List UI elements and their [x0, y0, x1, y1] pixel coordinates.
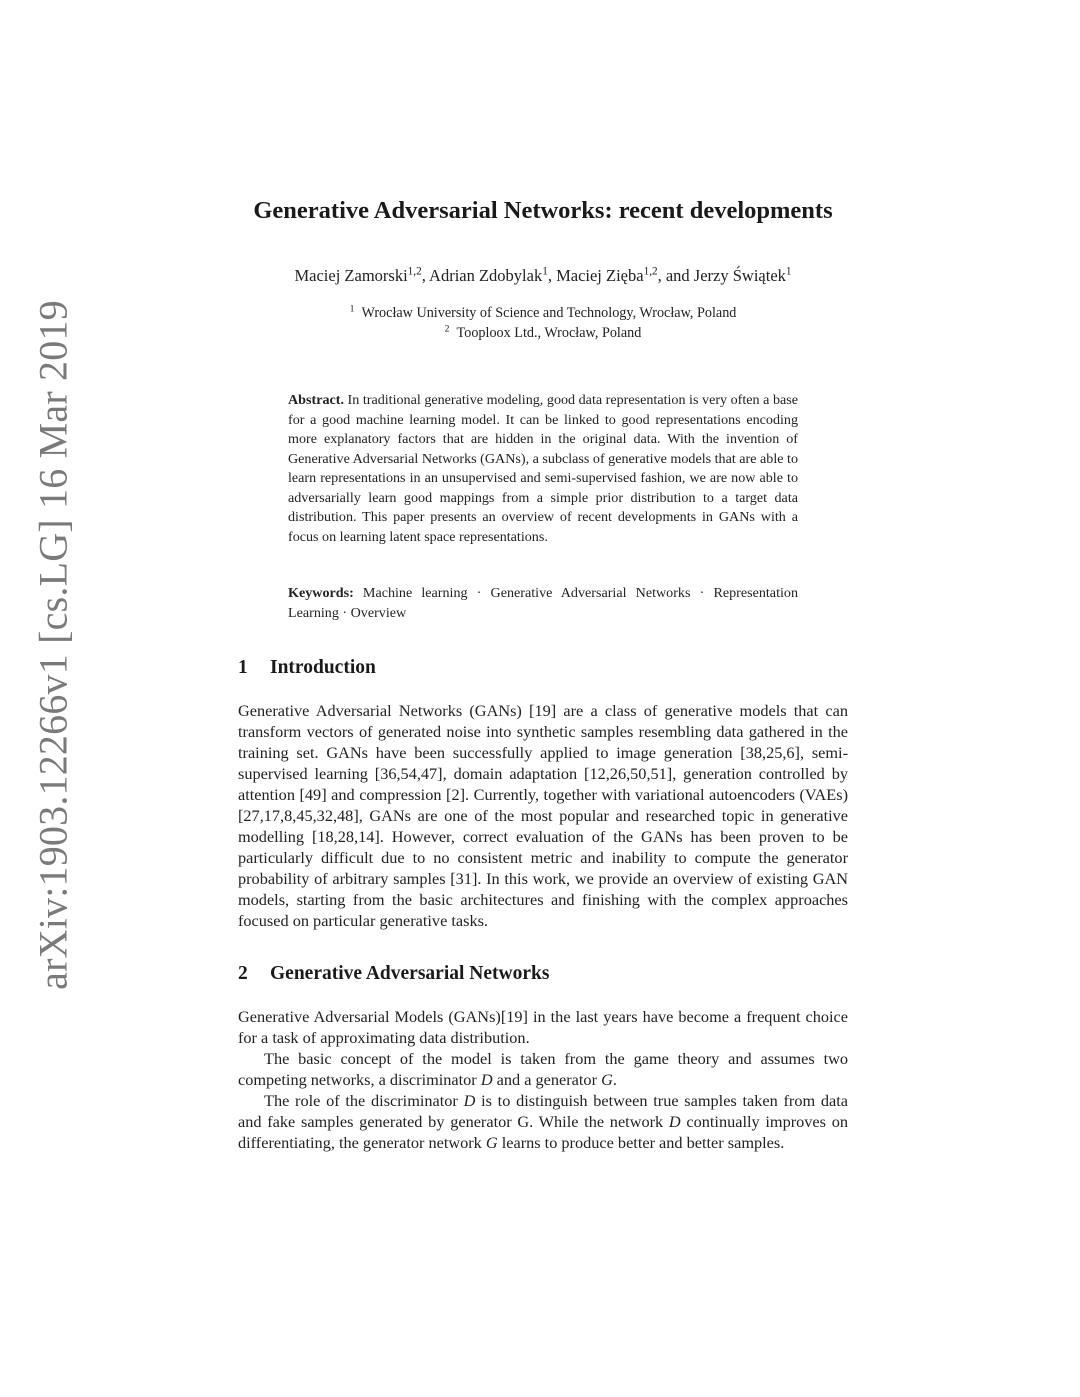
author-list [0, 266, 1080, 286]
paragraph: Generative Adversarial Models (GANs)[19] in the last years have become a frequent choice for a task of approximating data distribution. [238, 1007, 848, 1047]
section-number: 2 [238, 963, 248, 984]
author-affiliation-mark: 1 [542, 265, 548, 278]
affiliation-text: Wrocław University of Science and Technology, Wrocław, Poland [361, 305, 737, 321]
paragraph [238, 1048, 848, 1090]
gan-section-body [238, 1006, 848, 1153]
math-symbol: G [485, 1133, 498, 1152]
keywords-text: Machine learning · Generative Adversarial Networks · Representation Learning · Overview [288, 585, 798, 621]
section-heading-introduction [238, 657, 376, 679]
abstract [288, 391, 798, 547]
author-affiliation-mark: 1 [785, 265, 792, 278]
math-symbol: G [601, 1070, 613, 1089]
paragraph-text: is to distinguish between true samples taken from data and fake samples generated by generator G. While the network [238, 1091, 848, 1131]
abstract-label: Abstract. [288, 392, 344, 408]
section-title: Introduction [270, 657, 376, 678]
affiliation-text: Tooploox Ltd., Wrocław, Poland [456, 325, 642, 341]
keywords-label: Keywords: [288, 585, 354, 601]
paragraph-text: learns to produce better and better samples. [497, 1133, 785, 1152]
author-name: Maciej Zamorski [294, 266, 408, 285]
paragraph-text: and a generator [492, 1070, 602, 1089]
math-symbol: D [480, 1070, 493, 1089]
paragraph [238, 1090, 848, 1153]
section-title: Generative Adversarial Networks [270, 963, 550, 984]
arxiv-identifier-stamp: arXiv:1903.12266v1 [cs.LG] 16 Mar 2019 [30, 300, 76, 990]
math-symbol: D [668, 1112, 681, 1131]
paper-title: Generative Adversarial Networks: recent developments [253, 197, 833, 224]
author-affiliation-mark: 1,2 [643, 265, 658, 278]
keywords [288, 584, 798, 623]
author-affiliation-mark: 1,2 [407, 265, 422, 278]
paragraph-text: The role of the discriminator [264, 1091, 464, 1110]
section-heading-gans [238, 963, 549, 985]
author-name: , and Jerzy Świątek [657, 266, 786, 285]
paragraph-text: continually improves on differentiating, the generator network [238, 1112, 848, 1152]
affiliation-mark: 2 [444, 323, 450, 335]
introduction-paragraph: Generative Adversarial Networks (GANs) [19] are a class of generative models that can transform vectors of generated noise into synthetic samples resembling data gathered in the training set. GANs have been successfully applied to image generation [38,25,6], semi-supervised learning [36,54,47], domain adaptation [12,26,50,51], generation controlled by attention [49] and compression [2]. Currently, together with variational autoencoders (VAEs) [27,17,8,45,32,48], GANs are one of the most popular and researched topic in generative modelling [18,28,14]. However, correct evaluation of the GANs has been proven to be particularly difficult due to no consistent metric and inability to compute the generator probability of arbitrary samples [31]. In this work, we provide an overview of existing GAN models, starting from the basic architectures and finishing with the complex approaches focused on particular generative tasks. [238, 701, 848, 930]
section-number: 1 [238, 657, 248, 678]
author-name: , Adrian Zdobylak [421, 266, 543, 285]
math-symbol: D [463, 1091, 476, 1110]
paragraph-text: . [612, 1070, 617, 1089]
affiliation-1 [0, 305, 1080, 322]
affiliation-2 [0, 325, 1080, 342]
abstract-text: In traditional generative modeling, good data representation is very often a base for a good machine learning model. It can be linked to good representations encoding more explanatory factors that are hidden in the original data. With the invention of Generative Adversarial Networks (GANs), a subclass of generative models that are able to learn representations in an unsupervised and semi-supervised fashion, we are now able to adversarially learn good mappings from a simple prior distribution to a target data distribution. This paper presents an overview of recent developments in GANs with a focus on learning latent space representations. [288, 392, 798, 545]
affiliation-mark: 1 [349, 303, 355, 315]
author-name: , Maciej Zięba [547, 266, 644, 285]
paragraph-text: The basic concept of the model is taken from the game theory and assumes two competing networks, a discriminator [238, 1049, 848, 1089]
